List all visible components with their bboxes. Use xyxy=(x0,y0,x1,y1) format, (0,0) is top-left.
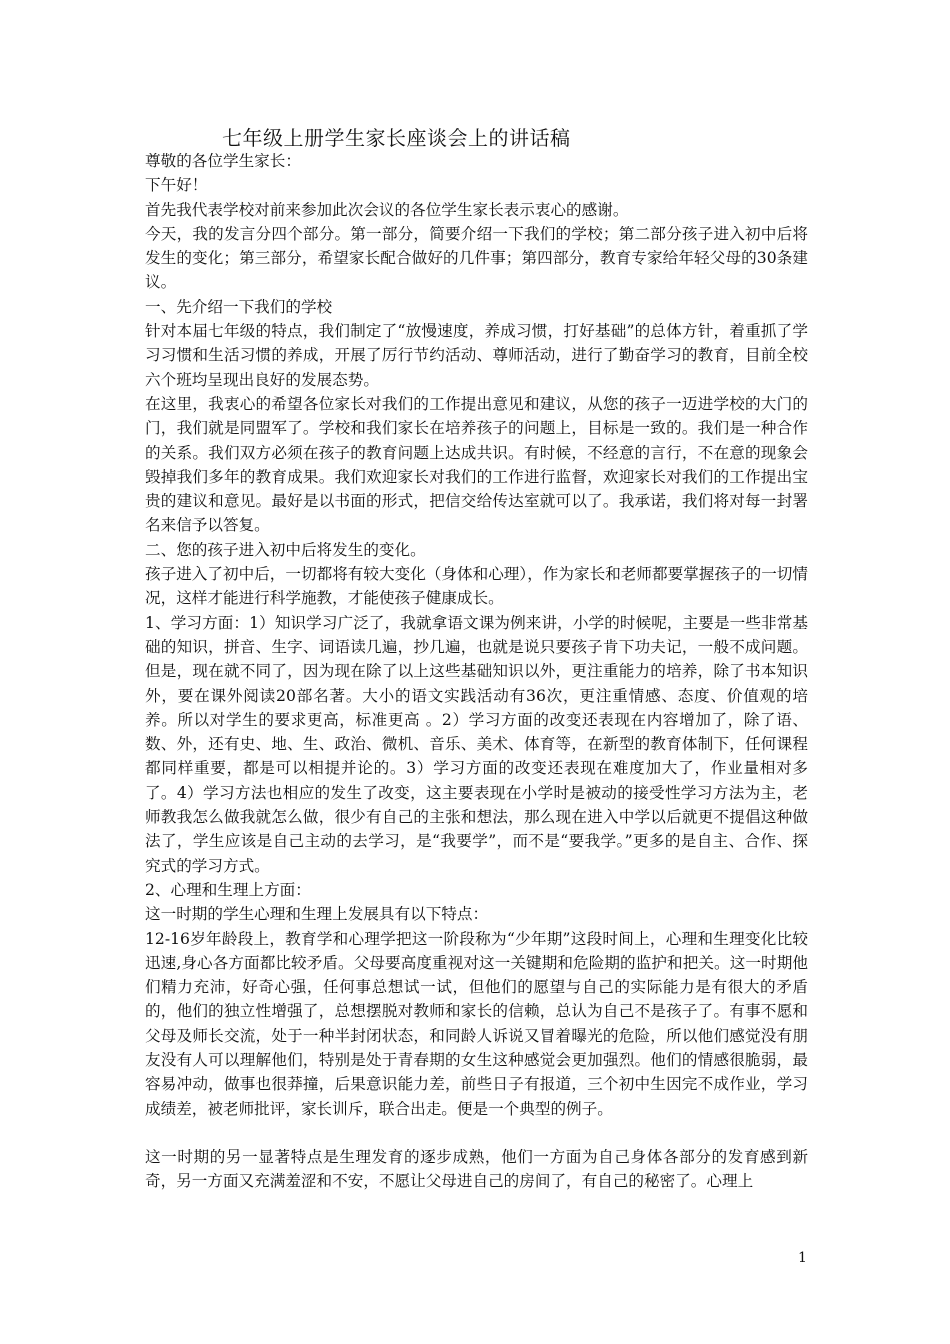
paragraph: 1、学习方面：1）知识学习广泛了，我就拿语文课为例来讲，小学的时候呢，主要是一些非常基础的知识，拼音、生字、词语读几遍，抄几遍，也就是说只要孩子肯下功夫记，一般不成问题。但是，现在就不同了，因为现在除了以上这些基础知识以外，更注重能力的培养，除了书本知识外，要在课外阅读20部名著。大小的语文实践活动有36次，更注重情感、态度、价值观的培养。所以对学生的要求更高，标准更高 。2）学习方面的改变还表现在内容增加了，除了语、数、外，还有史、地、生、政治、微机、音乐、美术、体育等，在新型的教育体制下，任何课程都同样重要，都是可以相提并论的。3）学习方面的改变还表现在难度加大了，作业量相对多了。4）学习方法也相应的发生了改变，这主要表现在小学时是被动的接受性学习方法为主，老师教我怎么做我就怎么做，很少有自己的主张和想法，那么现在进入中学以后就更不提倡这种做法了，学生应该是自己主动的去学习，是“我要学”，而不是“要我学。”更多的是自主、合作、探究式的学习方式。 xyxy=(145,613,808,875)
paragraph: 首先我代表学校对前来参加此次会议的各位学生家长表示衷心的感谢。 xyxy=(145,200,629,219)
document-body xyxy=(145,149,808,1194)
paragraph: 今天，我的发言分四个部分。第一部分，简要介绍一下我们的学校；第二部分孩子进入初中后将发生的变化；第三部分，希望家长配合做好的几件事；第四部分，教育专家给年轻父母的30条建议。 xyxy=(145,224,808,292)
greeting: 下午好！ xyxy=(145,176,208,195)
paragraph: 这一时期的学生心理和生理上发展具有以下特点： xyxy=(145,905,489,924)
section-heading: 二、您的孩子进入初中后将发生的变化。 xyxy=(145,540,426,559)
paragraph: 孩子进入了初中后，一切都将有较大变化（身体和心理），作为家长和老师都要掌握孩子的一切情况，这样才能进行科学施教，才能使孩子健康成长。 xyxy=(145,565,808,608)
paragraph: 这一时期的另一显著特点是生理发育的逐步成熟，他们一方面为自己身体各部分的发育感到新奇，另一方面又充满羞涩和不安，不愿让父母进自己的房间了，有自己的秘密了。心理上 xyxy=(145,1148,808,1191)
blank-line xyxy=(145,1121,808,1145)
paragraph: 在这里，我衷心的希望各位家长对我们的工作提出意见和建议，从您的孩子一迈进学校的大门的门，我们就是同盟军了。学校和我们家长在培养孩子的问题上，目标是一致的。我们是一种合作的关系。我们双方必须在孩子的教育问题上达成共识。有时候，不经意的言行，不在意的现象会毁掉我们多年的教育成果。我们欢迎家长对我们的工作进行监督，欢迎家长对我们的工作提出宝贵的建议和意见。最好是以书面的形式，把信交给传达室就可以了。我承诺，我们将对每一封署名来信予以答复。 xyxy=(145,394,808,535)
document-title: 七年级上册学生家长座谈会上的讲话稿 xyxy=(222,126,571,150)
paragraph: 针对本届七年级的特点，我们制定了“放慢速度，养成习惯，打好基础”的总体方针，着重抓了学习习惯和生活习惯的养成，开展了厉行节约活动、尊师活动，进行了勤奋学习的教育，目前全校六个班均呈现出良好的发展态势。 xyxy=(145,322,808,389)
page-number: 1 xyxy=(798,1250,807,1266)
subsection-heading: 2、心理和生理上方面： xyxy=(145,880,311,899)
paragraph: 12-16岁年龄段上，教育学和心理学把这一阶段称为“少年期”这段时间上，心理和生理变化比较迅速,身心各方面都比较矛盾。父母要高度重视对这一关键期和危险期的监护和把关。这一时期他们精力充沛，好奇心强，任何事总想试一试，但他们的愿望与自己的实际能力是有很大的矛盾的，他们的独立性增强了，总想摆脱对教师和家长的信赖，总认为自己不是孩子了。有事不愿和父母及师长交流，处于一种半封闭状态，和同龄人诉说又冒着曝光的危险，所以他们感觉没有朋友没有人可以理解他们，特别是处于青春期的女生这种感觉会更加强烈。他们的情感很脆弱，最容易冲动，做事也很莽撞，后果意识能力差，前些日子有报道，三个初中生因完不成作业，学习成绩差，被老师批评，家长训斥，联合出走。便是一个典型的例子。 xyxy=(145,929,808,1118)
salutation: 尊敬的各位学生家长： xyxy=(145,152,301,170)
section-heading: 一、先介绍一下我们的学校 xyxy=(145,297,333,316)
